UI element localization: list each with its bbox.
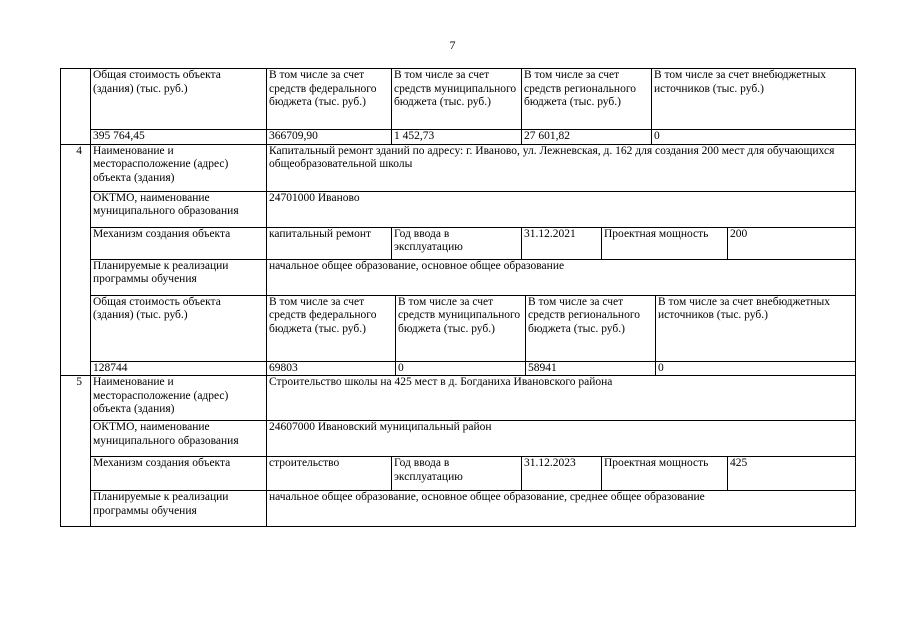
obj5-name-label: Наименование и месторасположение (адрес) объекта (здания) bbox=[91, 376, 267, 421]
cost-extrabudget-header: В том числе за счет внебюджетных источников (тыс. руб.) bbox=[652, 69, 856, 130]
cost-regional-header: В том числе за счет средств регионального бюджета (тыс. руб.) bbox=[522, 69, 652, 130]
obj5-mechanism-row bbox=[61, 457, 856, 491]
obj4-cost-regional: 58941 bbox=[526, 361, 656, 376]
obj5-name-row bbox=[61, 376, 856, 421]
obj4-mechanism-value: капитальный ремонт bbox=[267, 227, 392, 259]
obj5-mechanism-value: строительство bbox=[267, 457, 392, 491]
obj5-capacity-label: Проектная мощность bbox=[602, 457, 728, 491]
obj4-oktmo-label: ОКТМО, наименование муниципального образования bbox=[91, 191, 267, 227]
obj5-mechanism-label: Механизм создания объекта bbox=[91, 457, 267, 491]
obj4-number: 4 bbox=[61, 144, 91, 376]
obj5-commission-date: 31.12.2023 bbox=[522, 457, 602, 491]
cost-municipal-header: В том числе за счет средств муниципального бюджета (тыс. руб.) bbox=[392, 69, 522, 130]
obj4-name-label: Наименование и месторасположение (адрес) объекта (здания) bbox=[91, 144, 267, 191]
obj5-oktmo-label: ОКТМО, наименование муниципального образования bbox=[91, 421, 267, 457]
obj4-mechanism-label: Механизм создания объекта bbox=[91, 227, 267, 259]
obj4-cost-extrabudget-header: В том числе за счет внебюджетных источников (тыс. руб.) bbox=[656, 295, 856, 361]
obj4-cost-total-header: Общая стоимость объекта (здания) (тыс. руб.) bbox=[91, 295, 267, 361]
obj5-programs-value: начальное общее образование, основное общее образование, среднее общее образование bbox=[267, 491, 856, 527]
cost-federal-header: В том числе за счет средств федерального бюджета (тыс. руб.) bbox=[267, 69, 392, 130]
obj4-oktmo-value: 24701000 Иваново bbox=[267, 191, 856, 227]
obj3-cost-extrabudget: 0 bbox=[652, 130, 856, 145]
obj4-mechanism-row bbox=[61, 227, 856, 259]
obj3-number-cell bbox=[61, 69, 91, 145]
obj5-programs-label: Планируемые к реализации программы обучения bbox=[91, 491, 267, 527]
obj3-cost-federal: 366709,90 bbox=[267, 130, 392, 145]
obj4-cost-extrabudget: 0 bbox=[656, 361, 856, 376]
objects-table bbox=[60, 68, 856, 527]
obj5-name-value: Строительство школы на 425 мест в д. Богданиха Ивановского района bbox=[267, 376, 856, 421]
obj5-commission-label: Год ввода в эксплуатацию bbox=[392, 457, 522, 491]
page-number: 7 bbox=[449, 38, 456, 52]
obj4-name-row bbox=[61, 144, 856, 191]
obj5-programs-row bbox=[61, 491, 856, 527]
obj4-name-value: Капитальный ремонт зданий по адресу: г. Иваново, ул. Лежневская, д. 162 для создания 200 мест для обучающихся общеобразовательной школы bbox=[267, 144, 856, 191]
cost-total-header: Общая стоимость объекта (здания) (тыс. руб.) bbox=[91, 69, 267, 130]
obj4-cost-municipal: 0 bbox=[396, 361, 526, 376]
obj4-cost-header-row bbox=[61, 295, 856, 361]
obj4-programs-label: Планируемые к реализации программы обучения bbox=[91, 259, 267, 295]
obj3-cost-total: 395 764,45 bbox=[91, 130, 267, 145]
obj3-cost-regional: 27 601,82 bbox=[522, 130, 652, 145]
obj5-number: 5 bbox=[61, 376, 91, 527]
obj4-capacity-value: 200 bbox=[728, 227, 856, 259]
obj4-cost-municipal-header: В том числе за счет средств муниципального бюджета (тыс. руб.) bbox=[396, 295, 526, 361]
obj4-commission-date: 31.12.2021 bbox=[522, 227, 602, 259]
obj4-programs-row bbox=[61, 259, 856, 295]
objects-table-container bbox=[60, 68, 855, 527]
obj5-capacity-value: 425 bbox=[728, 457, 856, 491]
obj5-oktmo-value: 24607000 Ивановский муниципальный район bbox=[267, 421, 856, 457]
obj4-cost-federal-header: В том числе за счет средств федерального бюджета (тыс. руб.) bbox=[267, 295, 396, 361]
obj4-programs-value: начальное общее образование, основное общее образование bbox=[267, 259, 856, 295]
obj5-oktmo-row bbox=[61, 421, 856, 457]
obj3-cost-values-row bbox=[61, 130, 856, 145]
obj4-cost-regional-header: В том числе за счет средств регионального бюджета (тыс. руб.) bbox=[526, 295, 656, 361]
obj4-oktmo-row bbox=[61, 191, 856, 227]
obj3-cost-header-row bbox=[61, 69, 856, 130]
obj4-commission-label: Год ввода в эксплуатацию bbox=[392, 227, 522, 259]
obj3-cost-municipal: 1 452,73 bbox=[392, 130, 522, 145]
obj4-cost-values-row bbox=[61, 361, 856, 376]
obj4-cost-federal: 69803 bbox=[267, 361, 396, 376]
obj4-capacity-label: Проектная мощность bbox=[602, 227, 728, 259]
obj4-cost-total: 128744 bbox=[91, 361, 267, 376]
